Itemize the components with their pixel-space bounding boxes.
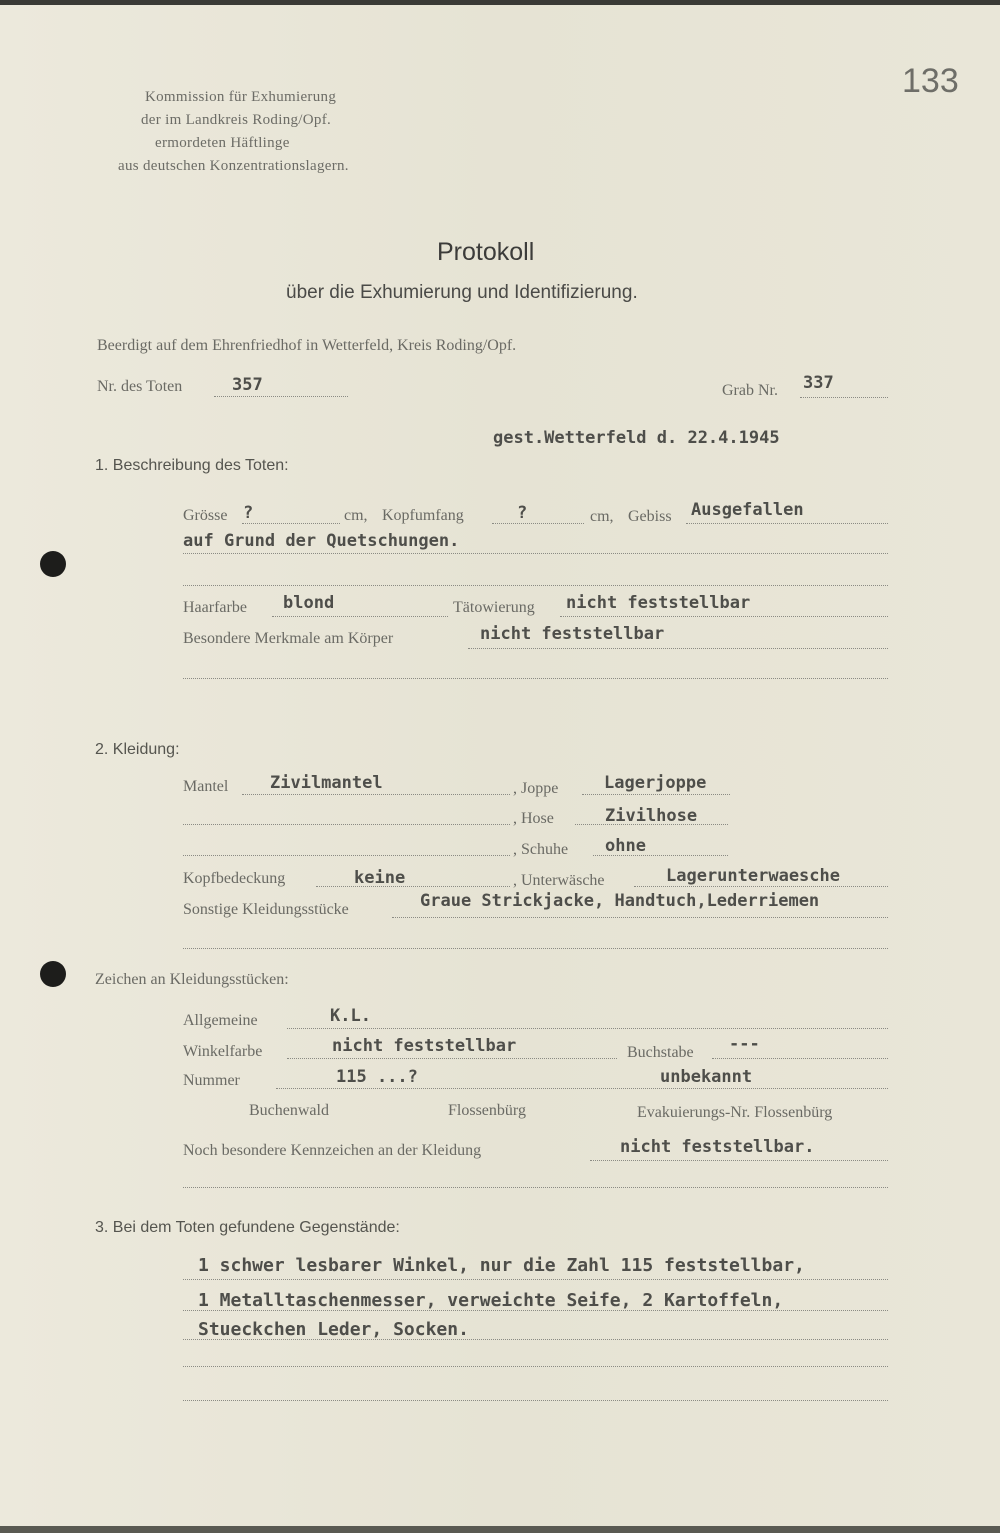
unterwaesche-label: , Unterwäsche xyxy=(513,872,605,889)
gebiss-continuation: auf Grund der Quetschungen. xyxy=(183,531,460,551)
allgemeine-label: Allgemeine xyxy=(183,1012,258,1029)
blank-line-5 xyxy=(183,948,888,949)
nr-toten-label: Nr. des Toten xyxy=(97,378,183,395)
blank-line-8 xyxy=(183,1400,888,1401)
kennzeichen-value: nicht feststellbar. xyxy=(620,1137,815,1157)
grab-nr-value: 337 xyxy=(803,373,834,393)
sonstige-line xyxy=(392,917,888,918)
schuhe-label: , Schuhe xyxy=(513,841,569,858)
death-note: gest.Wetterfeld d. 22.4.1945 xyxy=(493,428,780,448)
nummer-value: 115 ...? xyxy=(336,1067,418,1087)
allgemeine-value: K.L. xyxy=(330,1006,371,1026)
blank-line-6 xyxy=(183,1187,888,1188)
page-number: 133 xyxy=(902,62,959,100)
items-text-2: 1 Metalltaschenmesser, verweichte Seife, 2 Kartoffeln, xyxy=(198,1290,784,1311)
cm-label-2: cm, xyxy=(590,508,614,525)
winkelfarbe-value: nicht feststellbar xyxy=(332,1036,517,1056)
column-flossenburg: Flossenbürg xyxy=(448,1102,526,1119)
document-title: Protokoll xyxy=(437,238,535,266)
nr-toten-line xyxy=(214,396,348,397)
blank-line-4 xyxy=(183,855,510,856)
document-subtitle: über die Exhumierung und Identifizierung. xyxy=(286,282,638,303)
column-evakuierungs-nr: Evakuierungs-Nr. Flossenbürg xyxy=(637,1104,833,1121)
kopfumfang-label: Kopfumfang xyxy=(382,507,464,524)
haarfarbe-value: blond xyxy=(283,593,335,613)
kennzeichen-line xyxy=(590,1160,888,1161)
blank-line-3 xyxy=(183,824,510,825)
items-text-3: Stueckchen Leder, Socken. xyxy=(198,1319,469,1340)
punch-hole-top xyxy=(40,551,66,577)
taetowierung-line xyxy=(560,616,888,617)
grab-nr-label: Grab Nr. xyxy=(722,382,778,399)
items-text-1: 1 schwer lesbarer Winkel, nur die Zahl 115 feststellbar, xyxy=(198,1255,805,1276)
grab-nr-line xyxy=(800,397,888,398)
blank-line-2 xyxy=(183,678,888,679)
items-line-1 xyxy=(183,1279,888,1280)
burial-place: Beerdigt auf dem Ehrenfriedhof in Wetterfeld, Kreis Roding/Opf. xyxy=(97,337,517,354)
zeichen-heading: Zeichen an Kleidungsstücken: xyxy=(95,971,289,988)
unterwaesche-line xyxy=(634,886,888,887)
commission-line-1: Kommission für Exhumierung xyxy=(145,89,337,105)
blank-line-7 xyxy=(183,1366,888,1367)
joppe-value: Lagerjoppe xyxy=(604,773,707,793)
blank-line-1 xyxy=(183,585,888,586)
cm-label-1: cm, xyxy=(344,507,368,524)
kopfumfang-line xyxy=(492,523,584,524)
hose-value: Zivilhose xyxy=(605,806,698,826)
groesse-line xyxy=(242,523,340,524)
buchstabe-label: Buchstabe xyxy=(627,1044,694,1061)
buchstabe-line xyxy=(712,1058,888,1059)
commission-line-2: der im Landkreis Roding/Opf. xyxy=(141,112,332,128)
unterwaesche-value: Lagerunterwaesche xyxy=(666,866,840,886)
gebiss-continuation-line xyxy=(183,553,888,554)
evakuierungs-nr-value: unbekannt xyxy=(660,1067,753,1087)
schuhe-value: ohne xyxy=(605,836,646,856)
hose-label: , Hose xyxy=(513,810,554,827)
groesse-value: ? xyxy=(243,503,254,523)
kopfumfang-value: ? xyxy=(517,503,528,523)
taetowierung-value: nicht feststellbar xyxy=(566,593,751,613)
joppe-line xyxy=(582,794,730,795)
allgemeine-line xyxy=(287,1028,888,1029)
section-3-heading: 3. Bei dem Toten gefundene Gegenstände: xyxy=(95,1219,400,1236)
buchstabe-value: --- xyxy=(729,1034,760,1054)
commission-line-4: aus deutschen Konzentrationslagern. xyxy=(118,158,349,174)
column-buchenwald: Buchenwald xyxy=(249,1102,329,1119)
mantel-label: Mantel xyxy=(183,778,229,795)
scan-top-edge xyxy=(0,0,1000,5)
nr-toten-value: 357 xyxy=(232,375,263,395)
mantel-value: Zivilmantel xyxy=(270,773,383,793)
sonstige-value: Graue Strickjacke, Handtuch,Lederriemen xyxy=(420,891,820,911)
joppe-label: , Joppe xyxy=(513,780,559,797)
merkmale-line xyxy=(468,648,888,649)
section-2-heading: 2. Kleidung: xyxy=(95,741,180,758)
kopfbedeckung-value: keine xyxy=(354,868,406,888)
groesse-label: Grösse xyxy=(183,507,228,524)
taetowierung-label: Tätowierung xyxy=(453,599,535,616)
kopfbedeckung-label: Kopfbedeckung xyxy=(183,870,286,887)
merkmale-label: Besondere Merkmale am Körper xyxy=(183,630,394,647)
haarfarbe-label: Haarfarbe xyxy=(183,599,247,616)
merkmale-value: nicht feststellbar xyxy=(480,624,665,644)
sonstige-label: Sonstige Kleidungsstücke xyxy=(183,901,349,918)
commission-line-3: ermordeten Häftlinge xyxy=(155,135,290,151)
kopfbedeckung-line xyxy=(316,886,510,887)
scan-bottom-edge xyxy=(0,1526,1000,1533)
nummer-line xyxy=(276,1088,888,1089)
nummer-label: Nummer xyxy=(183,1072,240,1089)
kennzeichen-label: Noch besondere Kennzeichen an der Kleidung xyxy=(183,1142,482,1159)
punch-hole-bottom xyxy=(40,961,66,987)
gebiss-line xyxy=(686,523,888,524)
winkelfarbe-line xyxy=(287,1058,617,1059)
gebiss-label: Gebiss xyxy=(628,508,672,525)
haarfarbe-line xyxy=(272,616,448,617)
winkelfarbe-label: Winkelfarbe xyxy=(183,1043,263,1060)
gebiss-value: Ausgefallen xyxy=(691,500,804,520)
section-1-heading: 1. Beschreibung des Toten: xyxy=(95,457,289,474)
mantel-line xyxy=(242,794,510,795)
